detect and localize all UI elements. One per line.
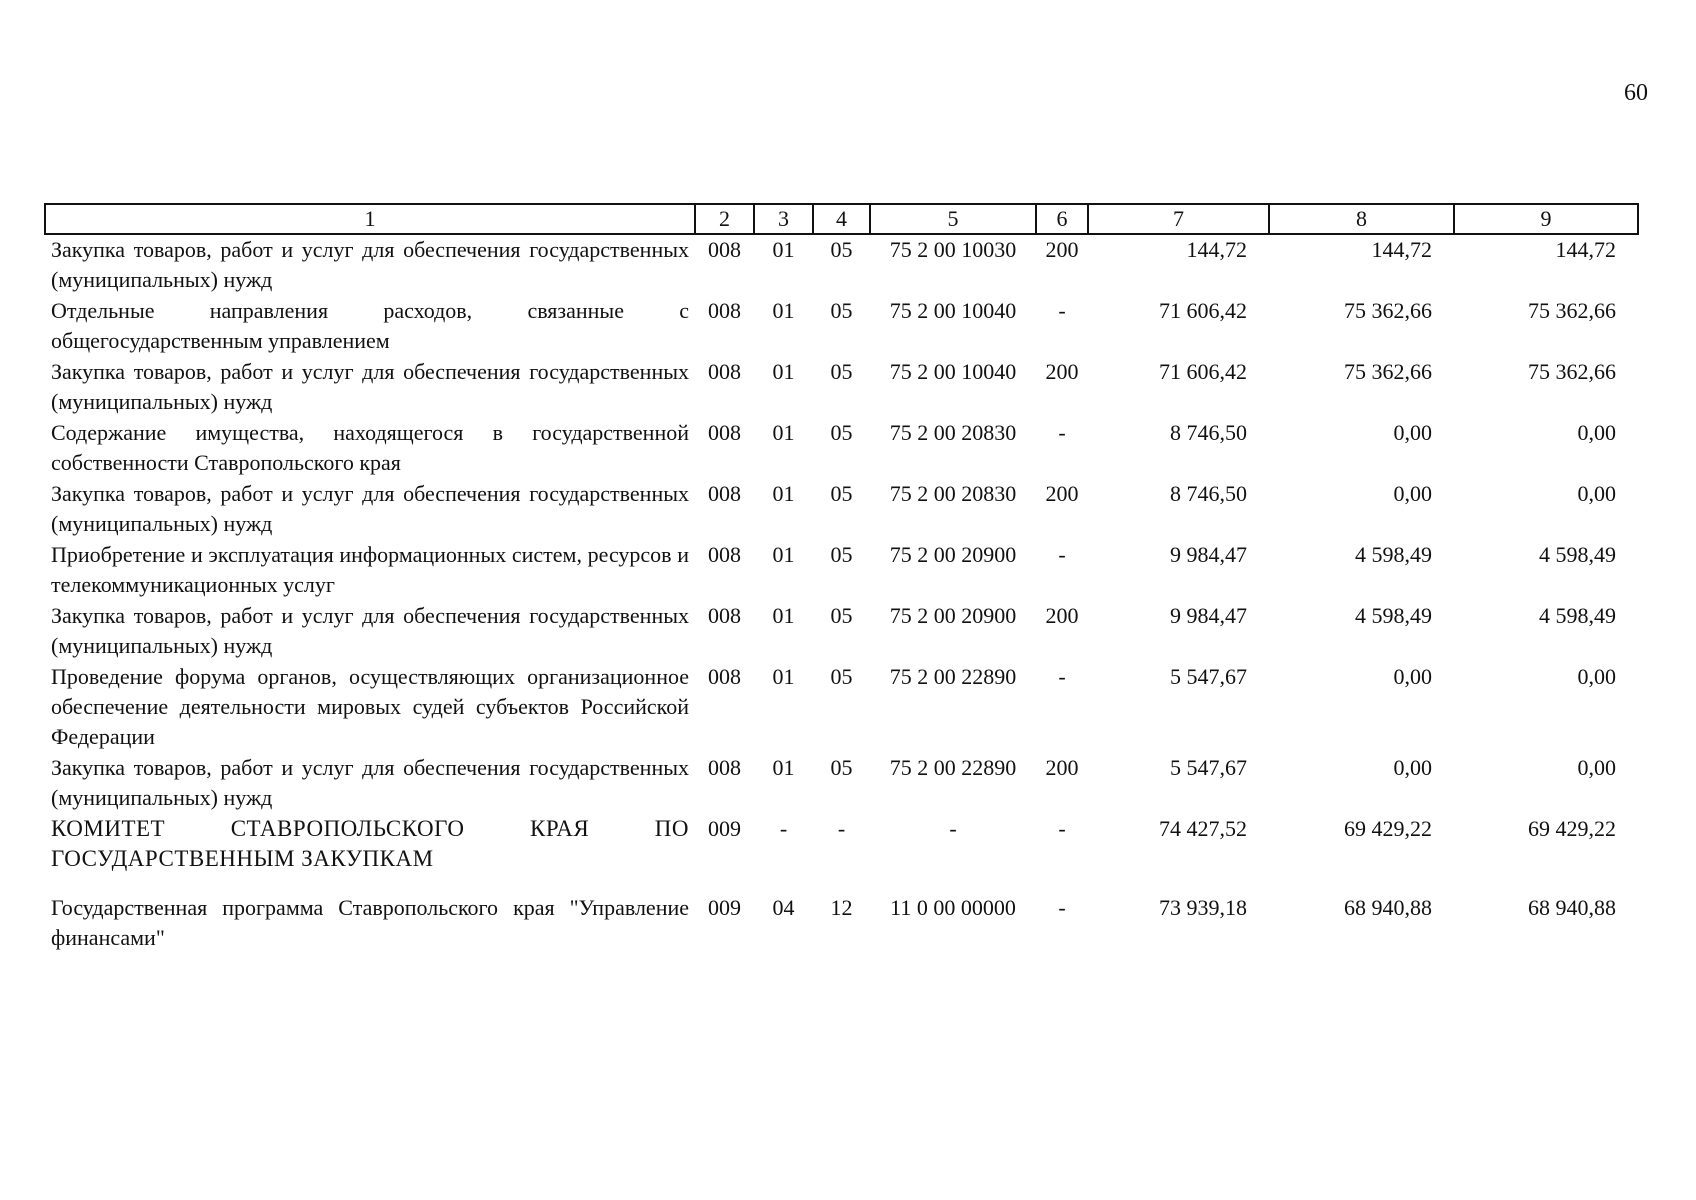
cell-section: 01: [772, 755, 795, 780]
cell-ministry: 008: [708, 359, 741, 384]
cell-subsection: 05: [830, 420, 853, 445]
row-name: Закупка товаров, работ и услуг для обеспечения государственных (муниципальных) нужд: [51, 603, 689, 658]
column-header: 3: [754, 204, 813, 234]
cell-amount-8: 0,00: [1393, 481, 1432, 506]
column-header: 2: [695, 204, 754, 234]
cell-amount-7: 73 939,18: [1159, 895, 1247, 920]
cell-target: 75 2 00 20830: [889, 420, 1017, 445]
cell-target: 11 0 00 00000: [890, 895, 1016, 920]
cell-amount-9: 68 940,88: [1528, 895, 1616, 920]
cell-target: -: [949, 816, 957, 841]
cell-subsection: 05: [830, 664, 853, 689]
cell-subsection: 12: [830, 895, 853, 920]
cell-section: 01: [772, 420, 795, 445]
cell-ministry: 008: [708, 481, 741, 506]
cell-amount-7: 71 606,42: [1159, 298, 1247, 323]
cell-amount-9: 75 362,66: [1528, 298, 1616, 323]
cell-amount-8: 0,00: [1393, 664, 1432, 689]
table-row: [45, 601, 1638, 662]
cell-expense-type: 200: [1045, 359, 1079, 384]
cell-ministry: 008: [708, 237, 741, 262]
cell-expense-type: 200: [1045, 603, 1079, 628]
cell-subsection: 05: [830, 481, 853, 506]
cell-subsection: 05: [830, 359, 853, 384]
cell-amount-7: 5 547,67: [1170, 664, 1247, 689]
cell-amount-9: 69 429,22: [1528, 816, 1616, 841]
cell-expense-type: -: [1058, 895, 1066, 920]
cell-subsection: 05: [830, 298, 853, 323]
cell-expense-type: -: [1058, 664, 1066, 689]
cell-amount-8: 0,00: [1393, 755, 1432, 780]
cell-subsection: -: [837, 816, 846, 841]
cell-amount-9: 0,00: [1577, 420, 1616, 445]
row-name: Государственная программа Ставропольского края "Управление финансами": [51, 895, 689, 950]
row-name: Проведение форума органов, осуществляющих организационное обеспечение деятельности мировых судей субъектов Российской Федерации: [51, 664, 689, 749]
cell-ministry: 008: [708, 664, 741, 689]
cell-expense-type: -: [1058, 420, 1066, 445]
table-row: [45, 814, 1638, 875]
cell-ministry: 008: [708, 542, 741, 567]
cell-ministry: 008: [708, 420, 741, 445]
cell-amount-9: 0,00: [1577, 481, 1616, 506]
cell-target: 75 2 00 22890: [889, 755, 1017, 780]
table-row: [45, 479, 1638, 540]
cell-target: 75 2 00 20900: [889, 542, 1017, 567]
cell-subsection: 05: [830, 755, 853, 780]
cell-amount-9: 0,00: [1577, 755, 1616, 780]
cell-amount-8: 69 429,22: [1344, 816, 1432, 841]
row-name: Закупка товаров, работ и услуг для обеспечения государственных (муниципальных) нужд: [51, 359, 689, 414]
column-header: 9: [1454, 204, 1638, 234]
cell-target: 75 2 00 10040: [889, 359, 1017, 384]
cell-amount-8: 75 362,66: [1344, 298, 1432, 323]
cell-amount-9: 4 598,49: [1539, 603, 1616, 628]
cell-ministry: 009: [708, 895, 741, 920]
cell-target: 75 2 00 10030: [889, 237, 1017, 262]
cell-amount-7: 71 606,42: [1159, 359, 1247, 384]
cell-subsection: 05: [830, 237, 853, 262]
cell-expense-type: -: [1058, 298, 1066, 323]
row-name: Закупка товаров, работ и услуг для обеспечения государственных (муниципальных) нужд: [51, 481, 689, 536]
cell-ministry: 009: [708, 816, 741, 841]
column-header: 1: [45, 204, 695, 234]
row-name: Отдельные направления расходов, связанные с общегосударственным управлением: [51, 298, 689, 353]
cell-target: 75 2 00 20830: [889, 481, 1017, 506]
cell-amount-7: 74 427,52: [1159, 816, 1247, 841]
row-name: Содержание имущества, находящегося в государственной собственности Ставропольского края: [51, 420, 689, 475]
cell-expense-type: -: [1058, 816, 1066, 841]
cell-section: 01: [772, 542, 795, 567]
header-row: [45, 204, 1638, 234]
cell-expense-type: -: [1058, 542, 1066, 567]
column-header: 7: [1088, 204, 1269, 234]
cell-target: 75 2 00 20900: [889, 603, 1017, 628]
cell-amount-8: 68 940,88: [1344, 895, 1432, 920]
column-header: 6: [1036, 204, 1088, 234]
row-name: Приобретение и эксплуатация информационных систем, ресурсов и телекоммуникационных услуг: [51, 542, 689, 597]
cell-section: 01: [772, 664, 795, 689]
budget-table: [44, 203, 1639, 954]
table-row: [45, 540, 1638, 601]
table-row: [45, 418, 1638, 479]
cell-ministry: 008: [708, 603, 741, 628]
row-name: Закупка товаров, работ и услуг для обеспечения государственных (муниципальных) нужд: [51, 237, 689, 292]
cell-section: 01: [772, 603, 795, 628]
cell-amount-9: 75 362,66: [1528, 359, 1616, 384]
cell-expense-type: 200: [1045, 755, 1079, 780]
page-number: 60: [1624, 80, 1648, 106]
cell-section: 01: [772, 237, 795, 262]
column-header: 4: [813, 204, 870, 234]
cell-amount-8: 4 598,49: [1355, 542, 1432, 567]
cell-target: 75 2 00 22890: [889, 664, 1017, 689]
cell-amount-7: 9 984,47: [1170, 542, 1247, 567]
table-row: [45, 662, 1638, 753]
cell-amount-7: 5 547,67: [1170, 755, 1247, 780]
table-row: [45, 357, 1638, 418]
row-name: Закупка товаров, работ и услуг для обеспечения государственных (муниципальных) нужд: [51, 755, 689, 810]
cell-amount-8: 144,72: [1371, 237, 1432, 262]
cell-amount-9: 0,00: [1577, 664, 1616, 689]
table-row: [45, 234, 1638, 296]
cell-section: 01: [772, 298, 795, 323]
cell-section: 01: [772, 359, 795, 384]
table-row: [45, 875, 1638, 954]
column-header: 5: [870, 204, 1036, 234]
cell-expense-type: 200: [1045, 237, 1079, 262]
cell-section: -: [779, 816, 788, 841]
cell-amount-7: 9 984,47: [1170, 603, 1247, 628]
table-row: [45, 296, 1638, 357]
cell-amount-8: 0,00: [1393, 420, 1432, 445]
column-header: 8: [1269, 204, 1454, 234]
cell-section: 01: [772, 481, 795, 506]
cell-ministry: 008: [708, 298, 741, 323]
cell-amount-7: 8 746,50: [1170, 420, 1247, 445]
cell-subsection: 05: [830, 603, 853, 628]
cell-expense-type: 200: [1045, 481, 1079, 506]
row-name: КОМИТЕТ СТАВРОПОЛЬСКОГО КРАЯ ПО ГОСУДАРСТВЕННЫМ ЗАКУПКАМ: [51, 816, 689, 871]
cell-amount-7: 8 746,50: [1170, 481, 1247, 506]
table-row: [45, 753, 1638, 814]
cell-amount-7: 144,72: [1186, 237, 1247, 262]
cell-subsection: 05: [830, 542, 853, 567]
cell-amount-9: 4 598,49: [1539, 542, 1616, 567]
cell-target: 75 2 00 10040: [889, 298, 1017, 323]
cell-amount-8: 4 598,49: [1355, 603, 1432, 628]
cell-amount-9: 144,72: [1555, 237, 1616, 262]
cell-ministry: 008: [708, 755, 741, 780]
cell-amount-8: 75 362,66: [1344, 359, 1432, 384]
cell-section: 04: [772, 895, 795, 920]
